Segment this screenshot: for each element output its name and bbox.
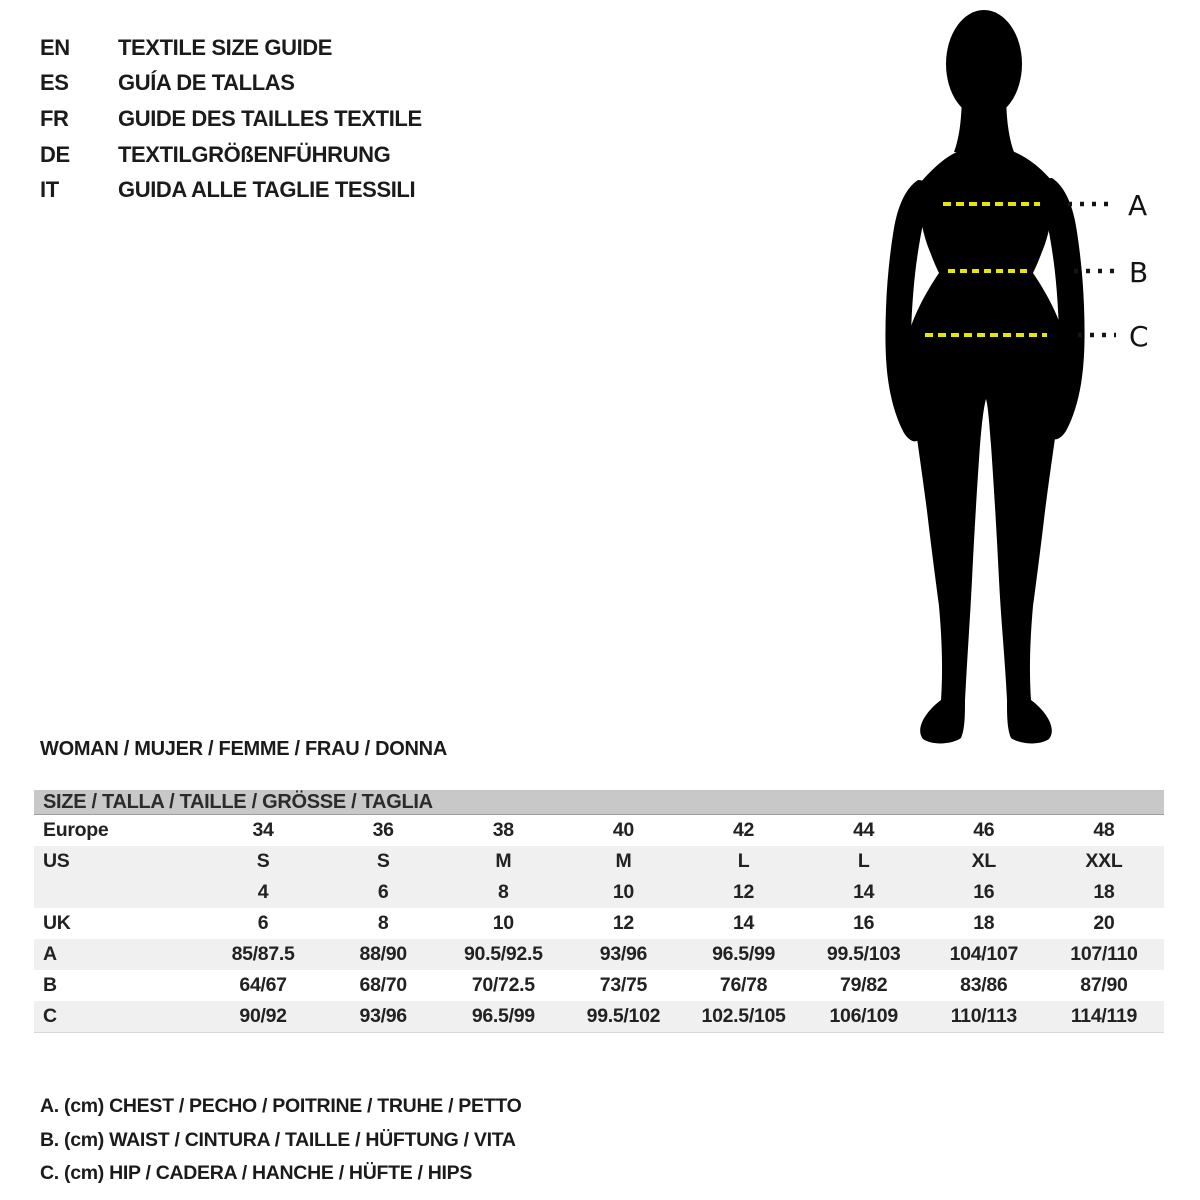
size-cell: L xyxy=(737,850,750,872)
legend-line: C. (cm) HIP / CADERA / HANCHE / HÜFTE / HIPS xyxy=(40,1162,473,1185)
size-cell: 93/96 xyxy=(359,1005,407,1027)
size-cell: 36 xyxy=(372,819,394,841)
size-cell: 12 xyxy=(612,912,634,934)
table-row xyxy=(34,877,1164,908)
language-code: EN xyxy=(40,34,70,60)
language-row xyxy=(40,172,422,208)
language-title: GUÍA DE TALLAS xyxy=(118,70,295,96)
size-cell: 99.5/103 xyxy=(826,943,901,965)
size-cell: 16 xyxy=(973,881,995,903)
size-cell: 6 xyxy=(377,881,389,903)
size-cell: 96.5/99 xyxy=(712,943,776,965)
size-cell: 99.5/102 xyxy=(586,1005,661,1027)
table-row-label: UK xyxy=(43,912,71,934)
size-cell: M xyxy=(495,850,512,872)
size-cell: 38 xyxy=(492,819,514,841)
measurement-figure xyxy=(878,0,1170,760)
hip-marker-label: C xyxy=(1129,320,1149,353)
size-cell: 73/75 xyxy=(599,974,648,996)
table-row xyxy=(34,846,1164,877)
table-row-label: C xyxy=(43,1005,57,1027)
size-cell: 85/87.5 xyxy=(231,943,295,965)
size-cell: 40 xyxy=(612,819,634,841)
legend-line: B. (cm) WAIST / CINTURA / TAILLE / HÜFTUNG / VITA xyxy=(40,1128,516,1151)
size-cell: 90.5/92.5 xyxy=(464,943,543,965)
size-cell: 93/96 xyxy=(599,943,648,965)
table-row-label: Europe xyxy=(43,819,109,841)
language-title: GUIDE DES TAILLES TEXTILE xyxy=(118,105,422,131)
size-cell: 68/70 xyxy=(359,974,407,996)
size-cell: XXL xyxy=(1085,850,1123,872)
language-list xyxy=(40,30,422,208)
size-table-header: SIZE / TALLA / TAILLE / GRÖSSE / TAGLIA xyxy=(34,790,1164,815)
size-cell: 14 xyxy=(733,912,755,934)
size-cell: 8 xyxy=(498,881,509,903)
size-cell: 106/109 xyxy=(829,1005,898,1027)
table-row xyxy=(34,970,1164,1001)
language-code: ES xyxy=(40,70,69,96)
size-cell: L xyxy=(857,850,870,872)
table-row xyxy=(34,815,1164,846)
size-cell: M xyxy=(615,850,632,872)
table-row-label: A xyxy=(43,943,57,965)
chest-marker-label: A xyxy=(1128,189,1148,222)
language-title: GUIDA ALLE TAGLIE TESSILI xyxy=(118,177,416,203)
table-row xyxy=(34,1001,1164,1033)
size-cell: 90/92 xyxy=(239,1005,287,1027)
size-cell: 83/86 xyxy=(960,974,1008,996)
size-cell: 102.5/105 xyxy=(701,1005,786,1027)
table-row-label: B xyxy=(43,974,57,996)
size-cell: 44 xyxy=(853,819,875,841)
size-cell: 18 xyxy=(973,912,995,934)
woman-silhouette-svg xyxy=(878,0,1170,760)
size-cell: 10 xyxy=(612,881,634,903)
language-title: TEXTILE SIZE GUIDE xyxy=(118,34,333,60)
language-code: DE xyxy=(40,141,70,167)
size-cell: 12 xyxy=(733,881,755,903)
size-cell: 46 xyxy=(973,819,995,841)
language-code: IT xyxy=(40,177,59,203)
language-row xyxy=(40,101,422,137)
size-cell: 6 xyxy=(257,912,269,934)
table-row xyxy=(34,939,1164,970)
language-row xyxy=(40,137,422,173)
table-row xyxy=(34,908,1164,939)
size-cell: 76/78 xyxy=(719,974,768,996)
size-cell: 10 xyxy=(492,912,514,934)
language-row xyxy=(40,66,422,102)
silhouette-body xyxy=(905,147,1067,744)
size-cell: 42 xyxy=(733,819,755,841)
size-table-body xyxy=(34,815,1164,1033)
size-cell: 34 xyxy=(252,819,274,841)
size-cell: 64/67 xyxy=(239,974,287,996)
size-cell: 20 xyxy=(1093,912,1115,934)
size-cell: 70/72.5 xyxy=(471,974,535,996)
size-table xyxy=(34,790,1164,1033)
size-cell: 104/107 xyxy=(949,943,1018,965)
size-cell: 114/119 xyxy=(1070,1005,1138,1027)
size-cell: 8 xyxy=(377,912,389,934)
language-code: FR xyxy=(40,105,69,131)
size-cell: 4 xyxy=(257,881,269,903)
size-cell: 87/90 xyxy=(1080,974,1128,996)
size-cell: 16 xyxy=(853,912,875,934)
size-cell: XL xyxy=(971,850,996,872)
size-cell: 110/113 xyxy=(950,1005,1017,1027)
table-row-label xyxy=(34,877,203,908)
size-cell: S xyxy=(376,850,390,872)
language-title: TEXTILGRÖßENFÜHRUNG xyxy=(118,141,391,167)
section-title-woman: WOMAN / MUJER / FEMME / FRAU / DONNA xyxy=(40,738,447,760)
size-cell: 18 xyxy=(1093,881,1115,903)
waist-marker-label: B xyxy=(1129,256,1149,289)
measurement-legend xyxy=(40,1090,521,1191)
legend-line: A. (cm) CHEST / PECHO / POITRINE / TRUHE / PETTO xyxy=(40,1095,522,1118)
table-row-label: US xyxy=(43,850,70,872)
size-cell: 48 xyxy=(1093,819,1115,841)
size-cell: 107/110 xyxy=(1070,943,1138,965)
size-cell: 96.5/99 xyxy=(471,1005,535,1027)
language-row xyxy=(40,30,422,66)
size-cell: 79/82 xyxy=(840,974,888,996)
size-cell: S xyxy=(256,850,270,872)
size-cell: 88/90 xyxy=(359,943,407,965)
size-cell: 14 xyxy=(853,881,875,903)
